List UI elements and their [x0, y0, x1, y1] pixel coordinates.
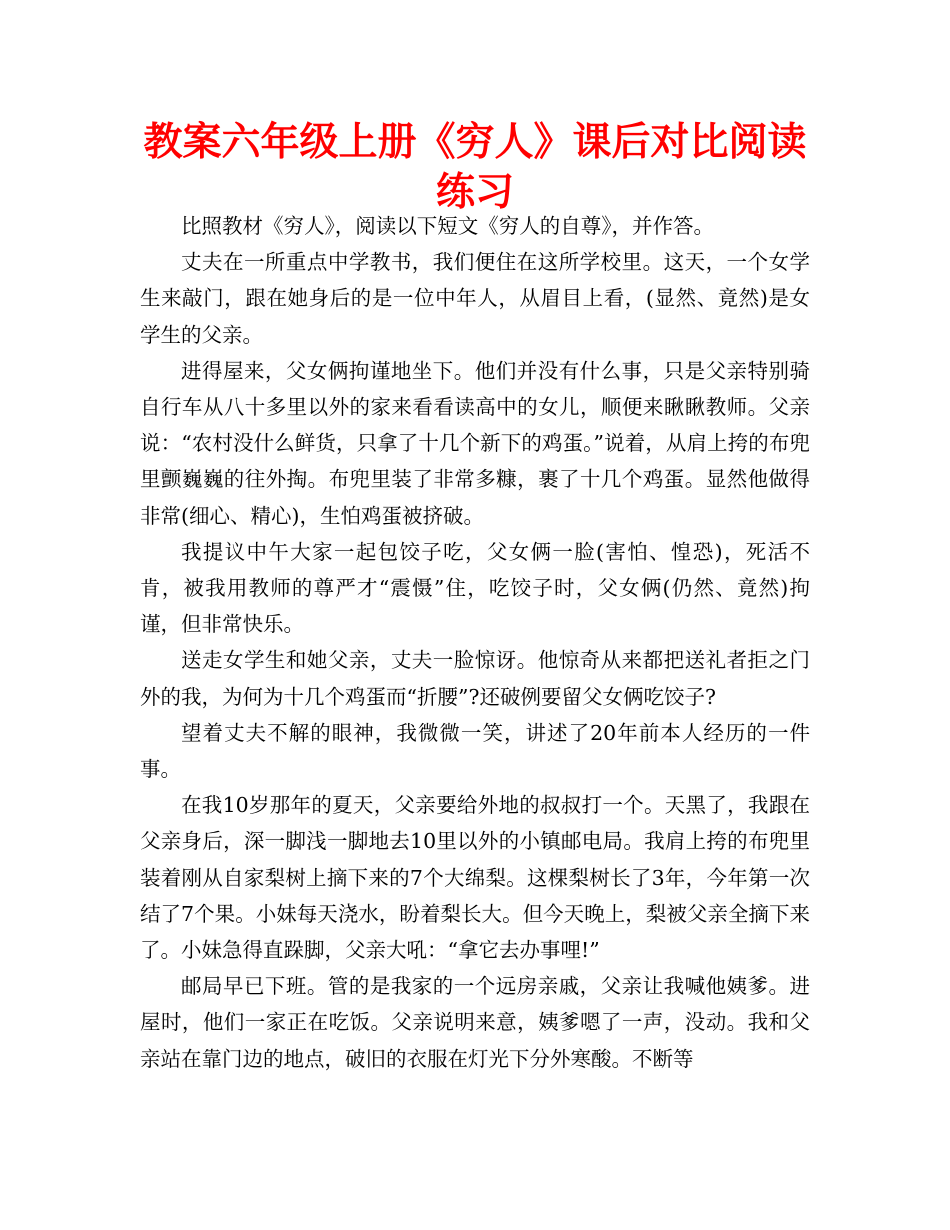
paragraph: 望着丈夫不解的眼神，我微微一笑，讲述了20年前本人经历的一件事。	[140, 720, 810, 782]
document-body	[140, 208, 810, 1077]
paragraph: 邮局早已下班。管的是我家的一个远房亲戚，父亲让我喊他姨爹。进屋时，他们一家正在吃饭。父亲说明来意，姨爹嗯了一声，没动。我和父亲站在靠门边的地点，破旧的衣服在灯光下分外寒酸。不断等	[140, 974, 810, 1071]
paragraph: 进得屋来，父女俩拘谨地坐下。他们并没有什么事，只是父亲特别骑自行车从八十多里以外的家来看看读高中的女儿，顺便来瞅瞅教师。父亲说：“农村没什么鲜货，只拿了十几个新下的鸡蛋。”说着，从肩上挎的布兜里颤巍巍的往外掏。布兜里装了非常多糠，裹了十几个鸡蛋。显然他做得非常(细心、精心)，生怕鸡蛋被挤破。	[140, 358, 810, 528]
paragraph: 丈夫在一所重点中学教书，我们便住在这所学校里。这天，一个女学生来敲门，跟在她身后的是一位中年人，从眉目上看，(显然、竟然)是女学生的父亲。	[140, 250, 810, 347]
paragraph: 在我10岁那年的夏天，父亲要给外地的叔叔打一个。天黑了，我跟在父亲身后，深一脚浅一脚地去10里以外的小镇邮电局。我肩上挎的布兜里装着刚从自家梨树上摘下来的7个大绵梨。这棵梨树长了3年，今年第一次结了7个果。小妹每天浇水，盼着梨长大。但今天晚上，梨被父亲全摘下来了。小妹急得直跺脚，父亲大吼：“拿它去办事哩!”	[140, 793, 810, 963]
paragraph: 我提议中午大家一起包饺子吃，父女俩一脸(害怕、惶恐)，死活不肯，被我用教师的尊严才“震慑”住，吃饺子时，父女俩(仍然、竟然)拘谨，但非常快乐。	[140, 539, 810, 637]
paragraph: 送走女学生和她父亲，丈夫一脸惊讶。他惊奇从来都把送礼者拒之门外的我，为何为十几个鸡蛋而“折腰”?还破例要留父女俩吃饺子?	[140, 648, 810, 709]
document-title: 教案六年级上册《穷人》课后对比阅读练习	[143, 120, 807, 215]
paragraph: 比照教材《穷人》，阅读以下短文《穷人的自尊》，并作答。	[181, 214, 714, 238]
